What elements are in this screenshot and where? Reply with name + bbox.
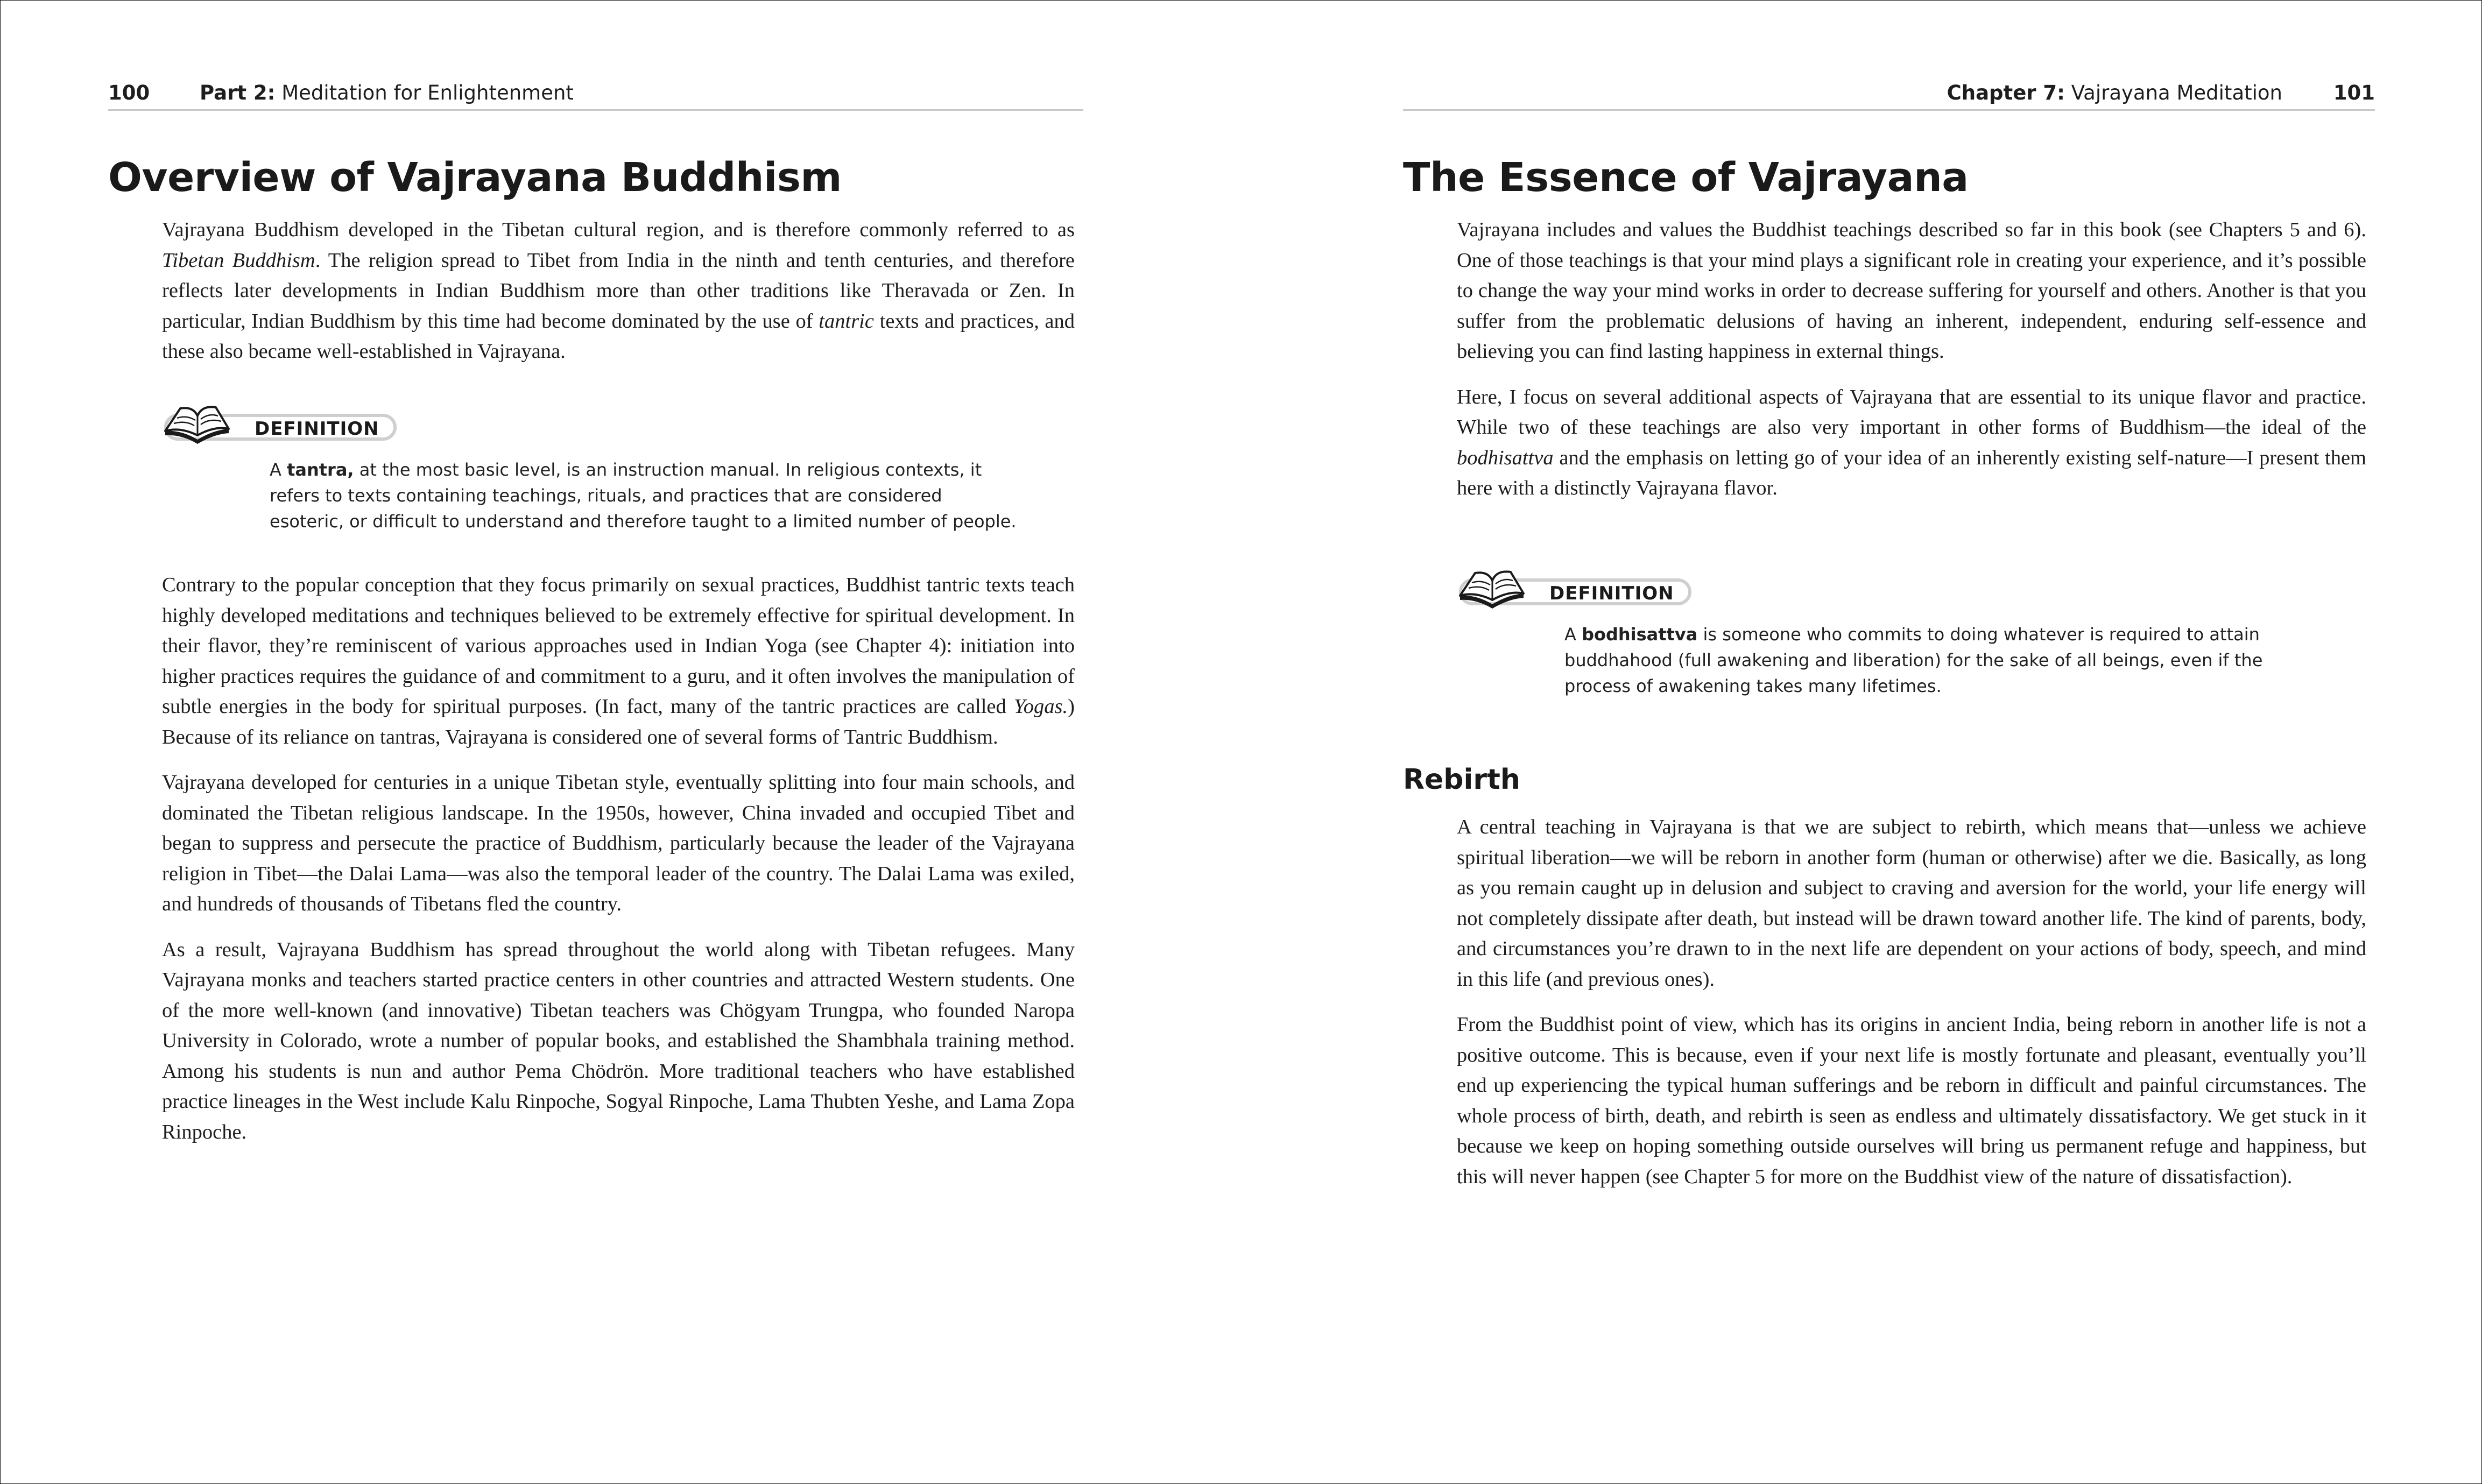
- running-head-right: [1403, 77, 2375, 111]
- paragraph-buddhist-view: From the Buddhist point of view, which has its origins in ancient India, being reborn in another life is not a positive outcome. This is because, even if your next life is mostly fortunate and pleasant, eventually you’ll end up experiencing the typical human sufferings and be reborn in difficult and painful circumstances. The whole process of birth, death, and rebirth is seen as endless and ultimately dissatisfactory. We get stuck in it because we keep on hoping something outside ourselves will bring us permanent refuge and happiness, but this will never happen (see Chapter 5 for more on the Buddhist view of the nature of dissatisfaction).: [1457, 1013, 2366, 1188]
- definition-pill: [162, 409, 399, 443]
- running-head-title-left: [200, 81, 574, 104]
- section-heading-overview: Overview of Vajrayana Buddhism: [108, 154, 842, 201]
- paragraph-spread-west: As a result, Vajrayana Buddhism has spread throughout the world along with Tibetan refugees. Many Vajrayana monks and teachers started practice centers in other countries and attracted Western students. One of the more well-known (and innovative) Tibetan teachers was Chögyam Trungpa, who founded Naropa University in Colorado, wrote a number of popular books, and established the Shambhala training method. Among his students is nun and author Pema Chödrön. More traditional teachers who have established practice lineages in the West include Kalu Rinpoche, Sogyal Rinpoche, Lama Thubten Yeshe, and Lama Zopa Rinpoche.: [162, 938, 1075, 1143]
- right-page: [1403, 1, 2375, 1483]
- bold-term-tantra: tantra,: [287, 460, 354, 480]
- text-run: Contrary to the popular conception that they focus primarily on sexual practices, Buddhist tantric texts teach highly developed meditations and techniques believed to be extremely effective for spiritual development. In their flavor, they’re reminiscent of various approaches used in Indian Yoga (see Chapter 4): initiation into higher practices requires the guidance of and commitment to a guru, and it often involves the manipulation of subtle energies in the body for spiritual purposes. (In fact, many of the tantric practices are called: [162, 574, 1075, 718]
- text-run: Here, I focus on several additional aspects of Vajrayana that are essential to its unique flavor and practice. While two of these teachings are also very important in other forms of Buddhism—the ideal of the: [1457, 385, 2366, 439]
- definition-pill: [1457, 574, 1694, 607]
- text-run: . The religion spread to Tibet from India in the ninth and tenth centuries, and therefore reflects later developments in Indian Buddhism more than other traditions like Theravada or Zen. In particular, Indian Buddhism by this time had become dominated by the use of: [162, 249, 1075, 333]
- subheading-rebirth: Rebirth: [1403, 764, 1520, 796]
- text-run: ) Because of its reliance on tantras, Vajrayana is considered one of several forms of Tantric Buddhism.: [162, 695, 1075, 748]
- text-run: at the most basic level, is an instruction manual. In religious contexts, it refers to texts containing teachings, rituals, and practices that are considered esoteric, or difficult to understand and therefore taught to a limited number of people.: [270, 460, 1017, 532]
- running-head-left: [108, 77, 1083, 111]
- left-body-main: [162, 570, 1075, 1162]
- definition-text-bodhisattva: [1564, 621, 2310, 699]
- definition-text-tantra: [270, 457, 1019, 534]
- definition-box-bodhisattva: [1457, 574, 2310, 699]
- paragraph-essence-intro: Vajrayana includes and values the Buddhist teachings described so far in this book (see Chapters 5 and 6). One of those teachings is that your mind plays a significant role in creating your experience, and it’s possible to change the way your mind works in order to decrease suffering for yourself and others. Another is that you suffer from the problematic delusions of having an inherent, independent, enduring self-essence and believing you can find lasting happiness in external things.: [1457, 218, 2366, 363]
- text-run: A: [270, 460, 287, 480]
- paragraph-tibetan-history: Vajrayana developed for centuries in a unique Tibetan style, eventually splitting into four main schools, and dominated the Tibetan religious landscape. In the 1950s, however, China invaded and occupied Tibet and began to suppress and persecute the practice of Buddhism, particularly because the leader of the Vajrayana religion in Tibet—the Dalai Lama—was also the temporal leader of the country. The Dalai Lama was exiled, and hundreds of thousands of Tibetans fled the country.: [162, 771, 1075, 915]
- page-number-right: 101: [2333, 81, 2375, 104]
- left-body-top: [162, 215, 1075, 382]
- text-run: Vajrayana Buddhism developed in the Tibetan cultural region, and is therefore commonly referred to as: [162, 218, 1075, 241]
- italic-term-tibetan-buddhism: Tibetan Buddhism: [162, 249, 315, 272]
- paragraph-additional-aspects: [1457, 382, 2366, 504]
- text-run: is someone who commits to doing whatever is required to attain buddhahood (full awakening and liberation) for the sake of all beings, even if the process of awakening takes many lifetimes.: [1564, 624, 2263, 696]
- running-head-title-text-left: Meditation for Enlightenment: [275, 81, 574, 104]
- definition-label: DEFINITION: [255, 418, 379, 440]
- running-head-title-text-right: Vajrayana Meditation: [2064, 81, 2282, 104]
- right-body-top: [1457, 215, 2366, 519]
- open-book-icon: [1457, 569, 1527, 611]
- page-number-left: 100: [108, 81, 150, 104]
- left-page: [108, 1, 1083, 1483]
- running-head-part-left: Part 2:: [200, 81, 276, 104]
- paragraph-rebirth-teaching: A central teaching in Vajrayana is that we are subject to rebirth, which means that—unless we achieve spiritual liberation—we will be reborn in another form (human or otherwise) after we die. Basically, as long as you remain caught up in delusion and subject to craving and aversion for the world, your life energy will not completely dissipate after death, but instead will be drawn toward another life. The kind of parents, body, and circumstances you’re drawn to in the next life are dependent on your actions of body, speech, and mind in this life (and previous ones).: [1457, 816, 2366, 991]
- italic-term-tantric: tantric: [819, 309, 874, 333]
- paragraph-tantric-texts: [162, 570, 1075, 752]
- definition-box-tantra: [162, 409, 1019, 534]
- definition-label: DEFINITION: [1549, 583, 1674, 604]
- italic-term-bodhisattva: bodhisattva: [1457, 446, 1554, 469]
- italic-term-yogas: Yogas.: [1013, 695, 1068, 718]
- text-run: and the emphasis on letting go of your idea of an inherently existing self-nature—I present them here with a distinctly Vajrayana flavor.: [1457, 446, 2366, 499]
- paragraph-intro: [162, 215, 1075, 367]
- text-run: texts and practices, and these also became well-established in Vajrayana.: [162, 309, 1075, 363]
- running-head-title-right: [1947, 81, 2282, 104]
- running-head-part-right: Chapter 7:: [1947, 81, 2065, 104]
- right-body-rebirth: [1457, 812, 2366, 1207]
- open-book-icon: [162, 404, 232, 446]
- section-heading-essence: The Essence of Vajrayana: [1403, 154, 1969, 201]
- text-run: A: [1564, 624, 1582, 645]
- bold-term-bodhisattva: bodhisattva: [1582, 624, 1698, 645]
